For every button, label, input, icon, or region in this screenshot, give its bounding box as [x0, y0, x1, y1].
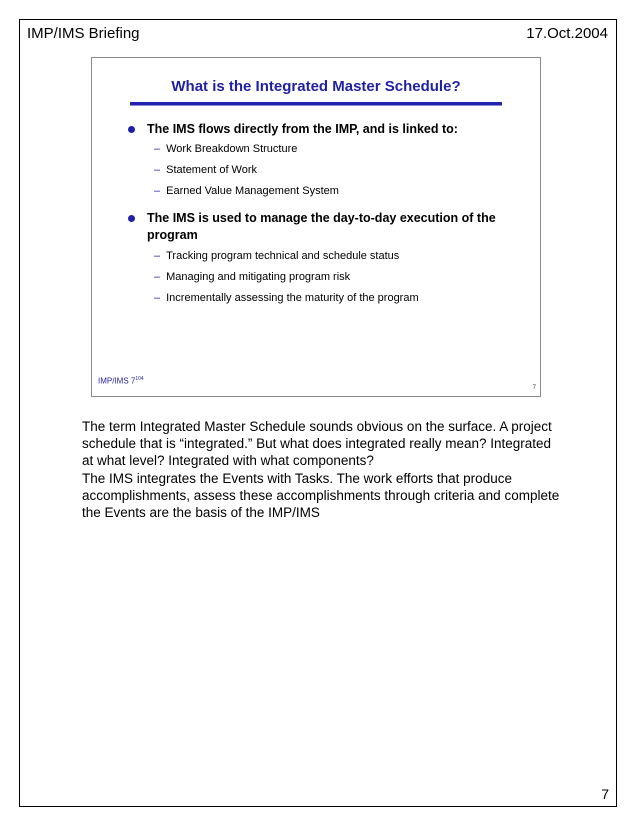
sub-bullet-text: Incrementally assessing the maturity of the program — [166, 292, 419, 304]
title-underline — [130, 102, 502, 106]
document-date: 17.Oct.2004 — [526, 25, 608, 42]
document-title: IMP/IMS Briefing — [27, 25, 140, 42]
sub-bullet-text: Managing and mitigating program risk — [166, 271, 351, 283]
sub-bullet-text: Work Breakdown Structure — [166, 143, 298, 155]
slide-footer-label — [98, 376, 144, 386]
notes-paragraph-1: The term Integrated Master Schedule sounds obvious on the surface. A project schedule that is “integrated.” But what does integrated really mean? Integrated at what level? Integrated with what components? — [82, 419, 552, 468]
sub-bullet-2-3 — [154, 292, 419, 304]
sub-bullet-2-1 — [154, 250, 399, 262]
sub-bullet-text: Earned Value Management System — [166, 185, 339, 197]
dash-icon: – — [154, 271, 161, 283]
sub-bullet-1-1 — [154, 143, 297, 155]
sub-bullet-1-2 — [154, 164, 257, 176]
slide-title: What is the Integrated Master Schedule? — [171, 78, 461, 95]
sub-bullet-text: Statement of Work — [166, 164, 258, 176]
bullet-1-text: The IMS flows directly from the IMP, and is linked to: — [147, 122, 458, 136]
dash-icon: – — [154, 185, 161, 197]
bullet-dot-icon — [128, 215, 135, 222]
page-number: 7 — [601, 786, 609, 802]
dash-icon: – — [154, 292, 161, 304]
dash-icon: – — [154, 143, 161, 155]
bullet-2 — [128, 210, 507, 244]
dash-icon: – — [154, 250, 161, 262]
bullet-1 — [128, 121, 507, 138]
sub-bullet-text: Tracking program technical and schedule status — [166, 250, 400, 262]
bullet-2-text: The IMS is used to manage the day-to-day execution of the program — [147, 211, 496, 242]
dash-icon: – — [154, 164, 161, 176]
slide-footer-text: IMP/IMS 7 — [98, 376, 136, 386]
slide-thumbnail — [91, 57, 541, 397]
sub-bullet-2-2 — [154, 271, 350, 283]
notes-paragraph-2: The IMS integrates the Events with Tasks. The work efforts that produce accomplishments, assess these accomplishments through criteria and complete the Events are the basis of the IMP/IMS — [82, 471, 560, 520]
slide-footer-superscript: 104 — [135, 376, 144, 382]
slide-number: 7 — [532, 385, 536, 391]
sub-bullet-1-3 — [154, 185, 339, 197]
bullet-dot-icon — [128, 126, 135, 133]
